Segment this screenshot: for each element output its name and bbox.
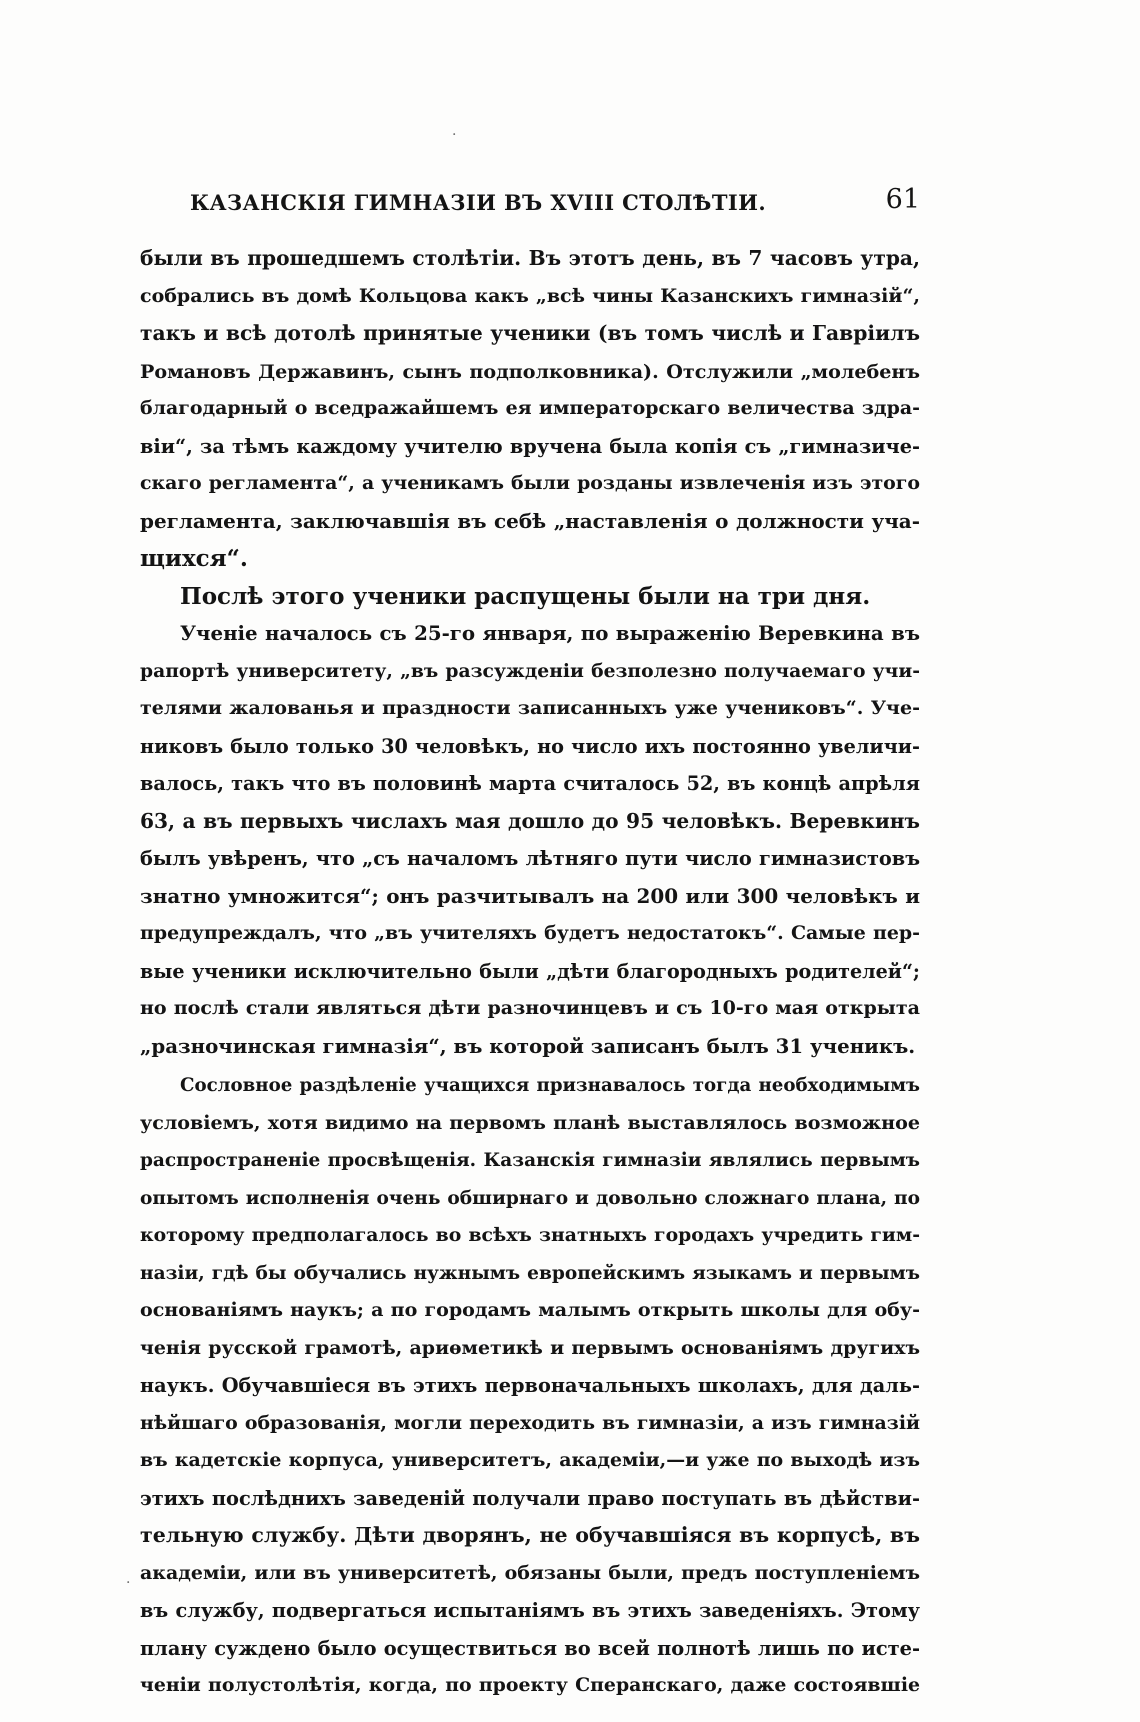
text-line: регламента, заключавшія въ себѣ „наставленія о должности уча- [140,508,920,533]
text-line: знатно умножится“; онъ разчитывалъ на 200 или 300 человѣкъ и [140,883,920,908]
text-line: валось, такъ что въ половинѣ марта считалось 52, въ концѣ апрѣля [140,772,920,795]
text-line: этихъ послѣднихъ заведеній получали право поступать въ дѣйстви- [140,1486,920,1510]
page-number: 61 [885,184,920,215]
body-text [140,240,920,1705]
text-line: вые ученики исключительно были „дѣти благородныхъ родителей“; [140,959,920,983]
text-line: основаніямъ наукъ; а по городамъ малымъ открыть школы для обу- [140,1299,920,1321]
text-line: віи“, за тѣмъ каждому учителю вручена была копія съ „гимназиче- [140,434,920,458]
text-line: Послѣ этого ученики распущены были на три дня. [180,582,871,610]
text-line: щихся“. [140,545,248,572]
text-line: былъ увѣренъ, что „съ началомъ лѣтняго пути число гимназистовъ [140,847,920,870]
text-line: Ученіе началось съ 25-го января, по выраженію Веревкина въ [180,621,920,645]
text-line: распространеніе просвѣщенія. Казанскія гимназіи являлись первымъ [140,1150,920,1171]
text-line: наукъ. Обучавшіеся въ этихъ первоначальныхъ школахъ, для даль- [140,1374,920,1397]
text-line: но послѣ стали являться дѣти разночинцевъ и съ 10-го мая открыта [140,997,920,1019]
text-line: плану суждено было осуществиться во всей полнотѣ лишь по исте- [140,1636,920,1660]
text-line: опытомъ исполненія очень обширнаго и довольно сложнаго плана, по [140,1187,920,1209]
text-line: такъ и всѣ дотолѣ принятые ученики (въ томъ числѣ и Гавріилъ [140,321,920,345]
running-title: КАЗАНСКІЯ ГИМНАЗІИ ВЪ XVIII СТОЛѢТІИ. [190,190,767,215]
print-speck-bottom: · [126,1575,131,1591]
paragraph-3 [140,615,920,1065]
text-line: „разночинская гимназія“, въ которой записанъ былъ 31 ученикъ. [140,1033,916,1058]
text-line: благодарный о вседражайшемъ ея императорскаго величества здра- [140,397,920,419]
text-line: тельную службу. Дѣти дворянъ, не обучавшіяся въ корпусѣ, въ [140,1523,920,1547]
text-line: Сословное раздѣленіе учащихся признавалось тогда необходимымъ [180,1075,920,1096]
text-line: въ службу, подвергаться испытаніямъ въ этихъ заведеніяхъ. Этому [140,1599,920,1622]
paragraph-2 [140,578,920,616]
text-line: были въ прошедшемъ столѣтіи. Въ этотъ день, въ 7 часовъ утра, [140,246,920,270]
text-line: скаго регламента“, а ученикамъ были розданы извлеченія изъ этого [140,472,920,494]
text-line: которому предполагалось во всѣхъ знатныхъ городахъ учредить гим- [140,1224,920,1246]
text-line: рапортѣ университету, „въ разсужденіи безполезно получаемаго учи- [140,659,920,682]
text-line: ченіи полустолѣтія, когда, по проекту Сперанскаго, даже состоявшіе [140,1674,920,1696]
print-speck-top: · [452,127,457,143]
text-line: собрались въ домѣ Кольцова какъ „всѣ чины Казанскихъ гимназій“, [140,284,920,307]
text-line: Романовъ Державинъ, сынъ подполковника). Отслужили „молебенъ [140,359,920,383]
text-line: назіи, гдѣ бы обучались нужнымъ европейскимъ языкамъ и первымъ [140,1262,920,1284]
text-line: нѣйшаго образованія, могли переходить въ гимназіи, а изъ гимназій [140,1411,920,1434]
text-line: 63, а въ первыхъ числахъ мая дошло до 95 человѣкъ. Веревкинъ [140,808,920,833]
paragraph-1 [140,240,920,578]
paragraph-4 [140,1067,920,1705]
text-line: телями жалованья и праздности записанныхъ уже учениковъ“. Уче- [140,697,920,719]
text-line: условіемъ, хотя видимо на первомъ планѣ выставлялось возможное [140,1111,920,1134]
page-header [190,184,920,220]
text-line: предупреждалъ, что „въ учителяхъ будетъ недостатокъ“. Самые пер- [140,922,920,944]
text-line: академіи, или въ университетѣ, обязаны были, предъ поступленіемъ [140,1561,920,1584]
text-line: ченія русской грамотѣ, ариѳметикѣ и первымъ основаніямъ другихъ [140,1336,920,1359]
text-line: никовъ было только 30 человѣкъ, но число ихъ постоянно увеличи- [140,734,920,758]
text-line: въ кадетскіе корпуса, университетъ, академіи,—и уже по выходѣ изъ [140,1449,920,1471]
